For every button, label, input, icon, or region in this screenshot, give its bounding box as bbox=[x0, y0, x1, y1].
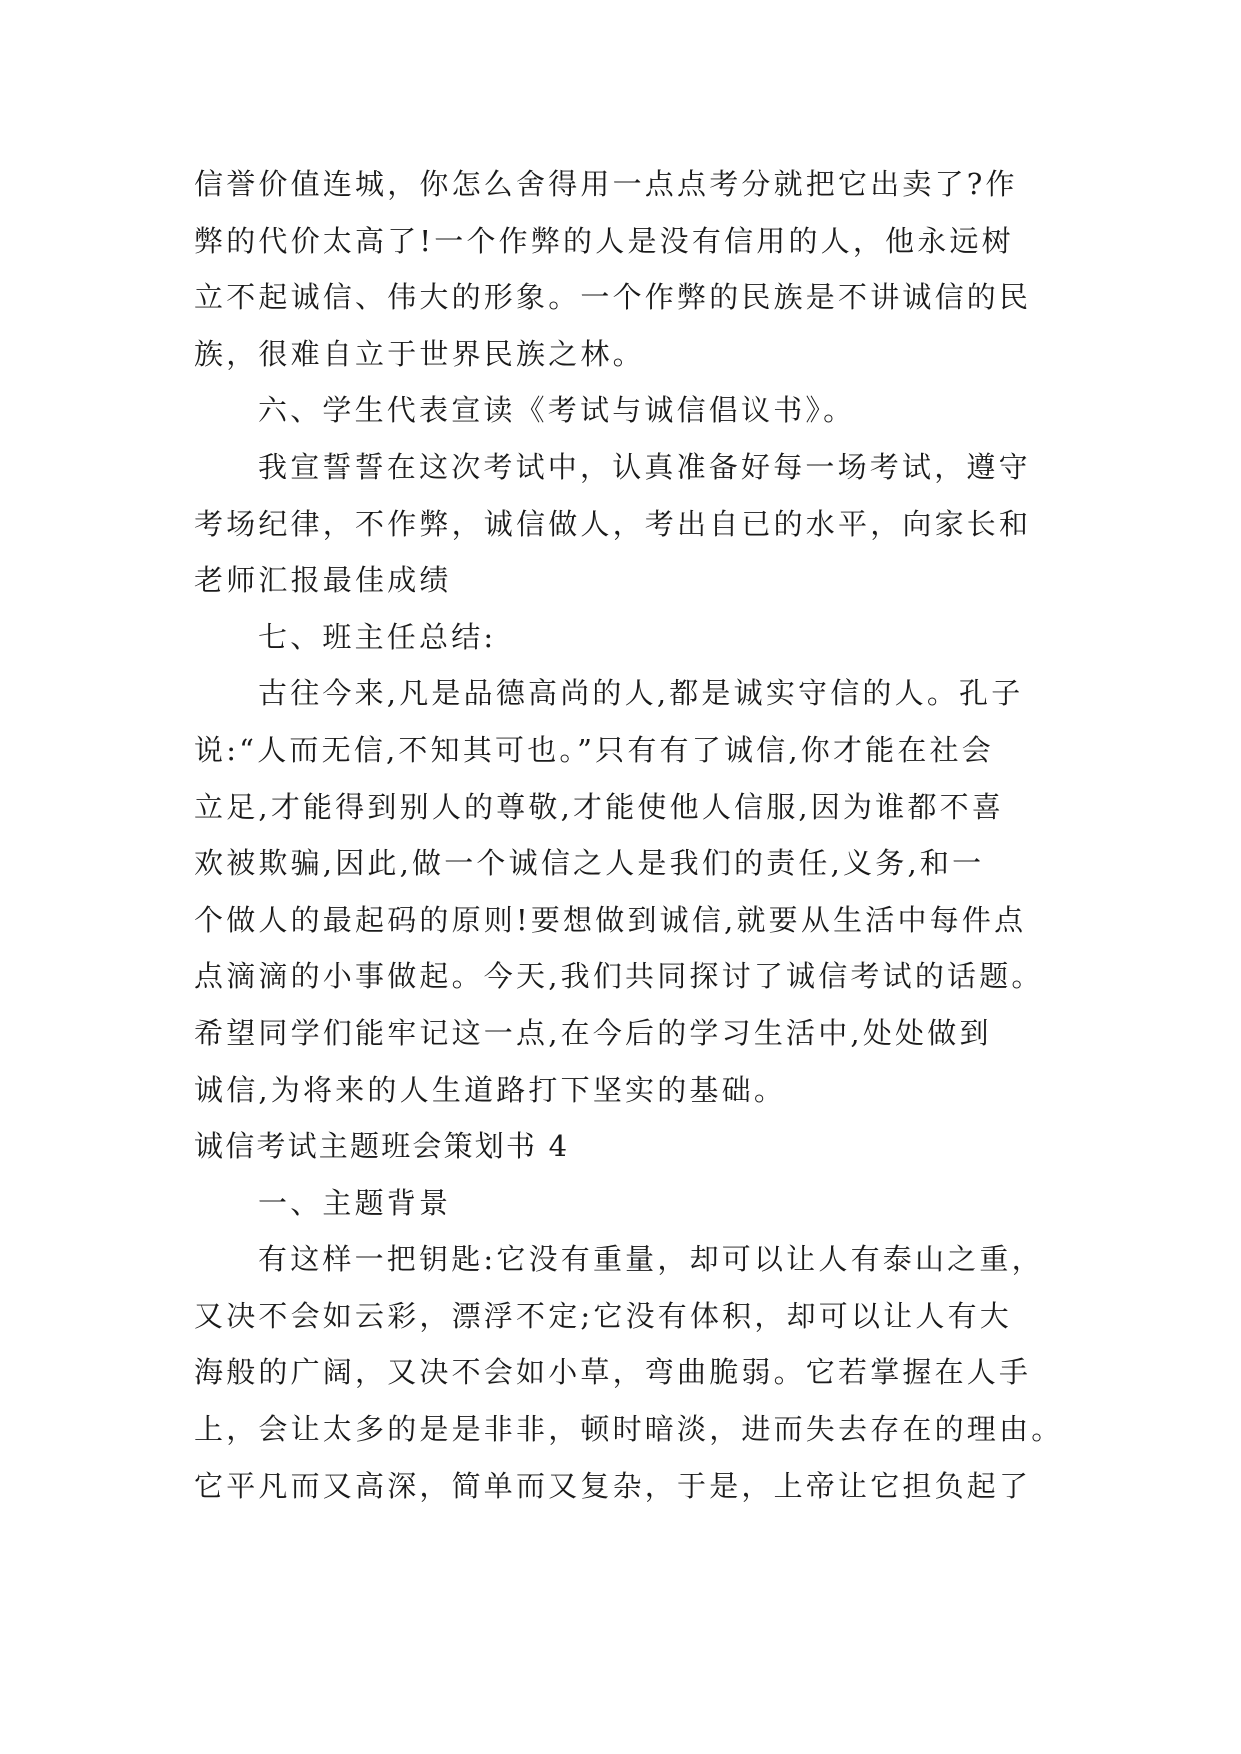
section-heading-teacher-summary: 七、班主任总结: bbox=[258, 619, 497, 654]
document-title-plan-4: 诚信考试主题班会策划书 4 bbox=[194, 1129, 570, 1164]
section-heading-theme-background: 一、主题背景 bbox=[258, 1185, 452, 1220]
document-body bbox=[194, 156, 1064, 1514]
paragraph-key-metaphor: 有这样一把钥匙:它没有重量，却可以让人有泰山之重， 又决不会如云彩，漂浮不定;它没有体积，却可以让人有大 海般的广阔，又决不会如小草，弯曲脆弱。它若掌握在人手 上，会让太多的是是非非，顿时暗淡，进而失去存在的理由。 它平凡而又高深，简单而又复杂，于是，上帝让它担负起了 bbox=[194, 1242, 1064, 1503]
paragraph-teacher-summary: 古往今来,凡是品德高尚的人,都是诚实守信的人。孔子 说:“人而无信,不知其可也。”只有有了诚信,你才能在社会 立足,才能得到别人的尊敬,才能使他人信服,因为谁都不喜 欢被欺骗,因此,做一个诚信之人是我们的责任,义务,和一 个做人的最起码的原则!要想做到诚信,就要从生活中每件点 点滴滴的小事做起。今天,我们共同探讨了诚信考试的话题。 希望同学们能牢记这一点,在今后的学习生活中,处处做到 诚信,为将来的人生道路打下坚实的基础。 bbox=[194, 676, 1044, 1107]
paragraph-integrity-value: 信誉价值连城，你怎么舍得用一点点考分就把它出卖了?作 弊的代价太高了!一个作弊的人是没有信用的人，他永远树 立不起诚信、伟大的形象。一个作弊的民族是不讲诚信的民 族，很难自立于世界民族之林。 bbox=[194, 167, 1032, 371]
paragraph-pledge-text: 我宣誓誓在这次考试中，认真准备好每一场考试，遵守 考场纪律，不作弊，诚信做人，考出自已的水平，向家长和 老师汇报最佳成绩 bbox=[194, 449, 1032, 598]
section-heading-student-pledge: 六、学生代表宣读《考试与诚信倡议书》。 bbox=[258, 393, 856, 428]
